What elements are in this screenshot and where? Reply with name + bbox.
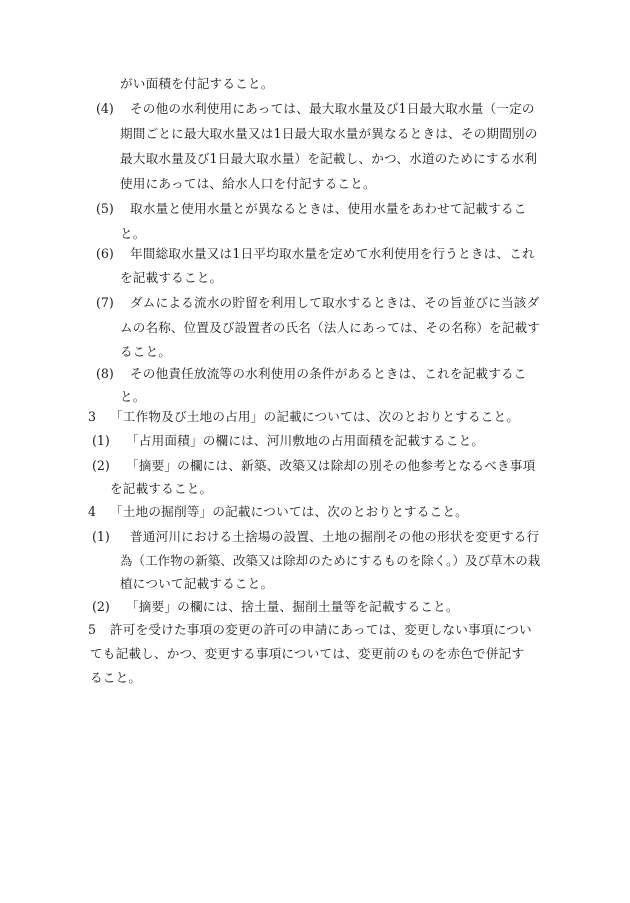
item2-3-continuation: がい面積を付記すること。 xyxy=(120,76,274,91)
item2-4-line4: 使用にあっては、給水人口を付記すること。 xyxy=(120,176,376,191)
item5-number: 5 xyxy=(88,622,97,637)
item2-5-line1: 取水量と使用水量とが異なるときは、使用水量をあわせて記載するこ xyxy=(130,201,527,216)
item2-8-number: (8) xyxy=(96,366,114,381)
item4-1-line1: 普通河川における土捨場の設置、土地の掘削その他の形状を変更する行 xyxy=(130,529,540,544)
item4-number: 4 xyxy=(88,504,97,519)
item4-1-number: (1) xyxy=(92,529,110,544)
item3-2-number: (2) xyxy=(92,458,110,473)
item3-number: 3 xyxy=(88,409,97,424)
item2-7-number: (7) xyxy=(96,295,114,310)
item3-text: 「工作物及び土地の占用」の記載については、次のとおりとすること。 xyxy=(110,409,520,424)
item5-line3: ること。 xyxy=(90,670,142,685)
item4-1-line2: 為（工作物の新築、改築又は除却のためにするものを除く。）及び草木の栽 xyxy=(120,553,541,568)
item2-4-line2: 期間ごとに最大取水量又は1日最大取水量が異なるときは、その期間別の xyxy=(120,126,538,141)
item2-5-number: (5) xyxy=(96,201,114,216)
item2-7-line3: ること。 xyxy=(120,344,172,359)
item4-2-text: 「摘要」の欄には、捨土量、掘削土量等を記載すること。 xyxy=(126,599,459,614)
item2-4-line1: その他の水利使用にあっては、最大取水量及び1日最大取水量（一定の xyxy=(130,101,535,116)
item2-6-number: (6) xyxy=(96,246,114,261)
item4-2-number: (2) xyxy=(92,599,110,614)
item2-8-line2: と。 xyxy=(120,389,146,404)
item2-6-line1: 年間総取水量又は1日平均取水量を定めて水利使用を行うときは、これ xyxy=(130,246,535,261)
item2-5-line2: と。 xyxy=(120,226,146,241)
item3-1-text: 「占用面積」の欄には、河川敷地の占用面積を記載すること。 xyxy=(126,433,485,448)
item2-8-line1: その他責任放流等の水利使用の条件があるときは、これを記載するこ xyxy=(130,366,527,381)
item4-text: 「土地の掘削等」の記載については、次のとおりとすること。 xyxy=(110,504,468,519)
item2-6-line2: を記載すること。 xyxy=(120,270,223,285)
item2-4-line3: 最大取水量及び1日最大取水量）を記載し、かつ、水道のためにする水利 xyxy=(120,151,538,166)
item3-2-line2: を記載すること。 xyxy=(110,481,213,496)
item2-7-line1: ダムによる流水の貯留を利用して取水するときは、その旨並びに当該ダ xyxy=(130,295,540,310)
item4-1-line3: 植について記載すること。 xyxy=(120,576,274,591)
item5-line1: 許可を受けた事項の変更の許可の申請にあっては、変更しない事項につい xyxy=(110,622,532,637)
item2-4-number: (4) xyxy=(96,101,114,116)
item5-line2: ても記載し、かつ、変更する事項については、変更前のものを赤色で併記す xyxy=(90,646,525,661)
item2-7-line2: ムの名称、位置及び設置者の氏名（法人にあっては、その名称）を記載す xyxy=(120,320,541,335)
item3-2-line1: 「摘要」の欄には、新築、改築又は除却の別その他参考となるべき事項 xyxy=(126,458,536,473)
item3-1-number: (1) xyxy=(92,433,110,448)
